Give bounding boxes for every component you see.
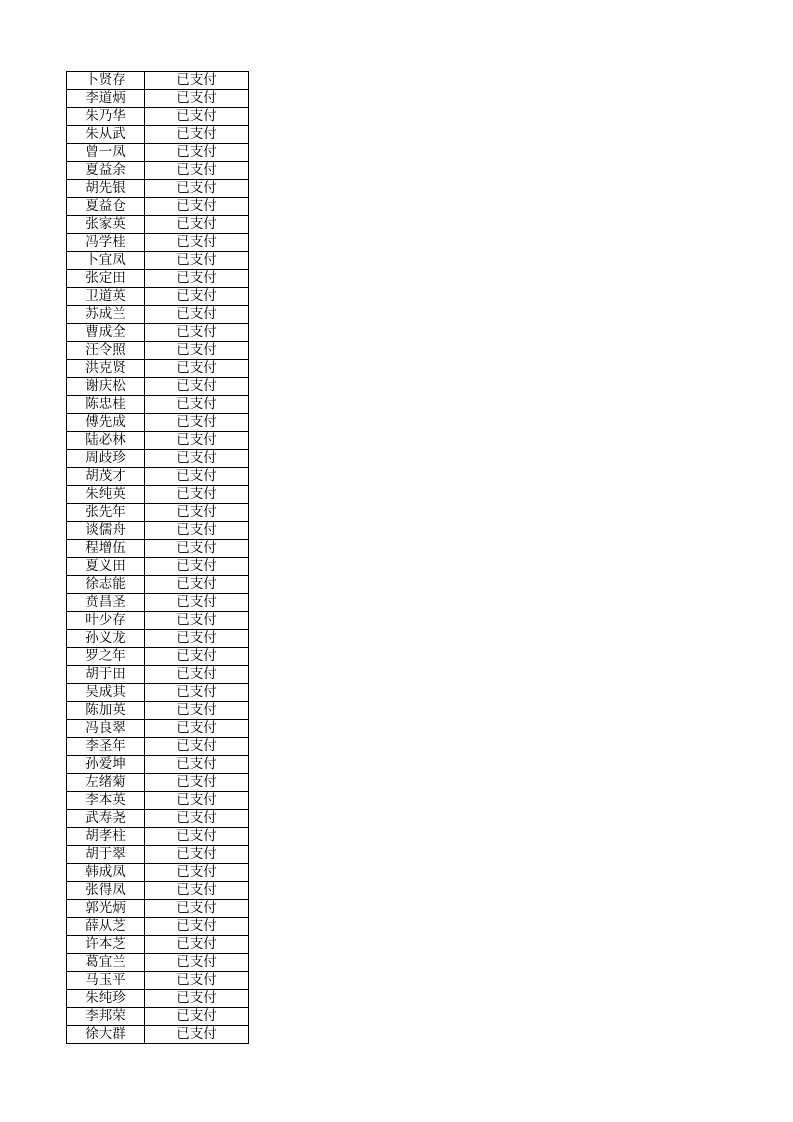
- name-cell: 曹成全: [67, 324, 145, 342]
- payment-status-cell: 已支付: [145, 738, 249, 756]
- name-cell: 张家英: [67, 216, 145, 234]
- table-row: [67, 306, 249, 324]
- name-cell: 左绪菊: [67, 774, 145, 792]
- payment-status-cell: 已支付: [145, 378, 249, 396]
- name-cell: 程增伍: [67, 540, 145, 558]
- payment-status-cell: 已支付: [145, 666, 249, 684]
- name-cell: 夏益仓: [67, 198, 145, 216]
- table-row: [67, 144, 249, 162]
- table-row: [67, 954, 249, 972]
- payment-status-cell: 已支付: [145, 522, 249, 540]
- payment-status-cell: 已支付: [145, 576, 249, 594]
- name-cell: 夏益余: [67, 162, 145, 180]
- name-cell: 武寿尧: [67, 810, 145, 828]
- payment-status-cell: 已支付: [145, 144, 249, 162]
- payment-status-cell: 已支付: [145, 720, 249, 738]
- payment-status-cell: 已支付: [145, 954, 249, 972]
- name-cell: 卜宜凤: [67, 252, 145, 270]
- table-row: [67, 522, 249, 540]
- table-row: [67, 396, 249, 414]
- payment-status-cell: 已支付: [145, 882, 249, 900]
- table-row: [67, 756, 249, 774]
- table-row: [67, 684, 249, 702]
- table-row: [67, 126, 249, 144]
- table-row: [67, 486, 249, 504]
- table-row: [67, 414, 249, 432]
- name-cell: 周歧珍: [67, 450, 145, 468]
- name-cell: 卫道英: [67, 288, 145, 306]
- name-cell: 韩成凤: [67, 864, 145, 882]
- table-row: [67, 630, 249, 648]
- table-row: [67, 702, 249, 720]
- table-row: [67, 648, 249, 666]
- name-cell: 谢庆松: [67, 378, 145, 396]
- payment-status-table: [66, 71, 249, 1044]
- payment-status-cell: 已支付: [145, 594, 249, 612]
- payment-status-cell: 已支付: [145, 1008, 249, 1026]
- name-cell: 李道炳: [67, 90, 145, 108]
- table-row: [67, 540, 249, 558]
- name-cell: 胡先银: [67, 180, 145, 198]
- table-row: [67, 162, 249, 180]
- table-row: [67, 666, 249, 684]
- name-cell: 朱纯英: [67, 486, 145, 504]
- name-cell: 冯良翠: [67, 720, 145, 738]
- table-row: [67, 72, 249, 90]
- table-row: [67, 774, 249, 792]
- name-cell: 孙爱坤: [67, 756, 145, 774]
- payment-status-cell: 已支付: [145, 468, 249, 486]
- name-cell: 郭光炳: [67, 900, 145, 918]
- table-row: [67, 252, 249, 270]
- name-cell: 徐大群: [67, 1026, 145, 1044]
- name-cell: 朱乃华: [67, 108, 145, 126]
- payment-status-cell: 已支付: [145, 72, 249, 90]
- payment-status-cell: 已支付: [145, 774, 249, 792]
- table-row: [67, 378, 249, 396]
- payment-status-cell: 已支付: [145, 180, 249, 198]
- payment-status-cell: 已支付: [145, 900, 249, 918]
- table-row: [67, 846, 249, 864]
- name-cell: 朱纯珍: [67, 990, 145, 1008]
- name-cell: 胡孝柱: [67, 828, 145, 846]
- payment-status-cell: 已支付: [145, 306, 249, 324]
- name-cell: 陆必林: [67, 432, 145, 450]
- table-row: [67, 270, 249, 288]
- table-row: [67, 576, 249, 594]
- name-cell: 胡于田: [67, 666, 145, 684]
- table-row: [67, 720, 249, 738]
- payment-status-cell: 已支付: [145, 252, 249, 270]
- payment-status-cell: 已支付: [145, 486, 249, 504]
- payment-status-cell: 已支付: [145, 558, 249, 576]
- name-cell: 陈忠桂: [67, 396, 145, 414]
- table-row: [67, 432, 249, 450]
- payment-status-cell: 已支付: [145, 216, 249, 234]
- name-cell: 许本芝: [67, 936, 145, 954]
- table-row: [67, 288, 249, 306]
- name-cell: 葛宜兰: [67, 954, 145, 972]
- payment-status-cell: 已支付: [145, 324, 249, 342]
- name-cell: 夏义田: [67, 558, 145, 576]
- payment-status-cell: 已支付: [145, 360, 249, 378]
- table-row: [67, 864, 249, 882]
- payment-status-cell: 已支付: [145, 756, 249, 774]
- table-row: [67, 972, 249, 990]
- name-cell: 孙义龙: [67, 630, 145, 648]
- payment-status-cell: 已支付: [145, 972, 249, 990]
- table-row: [67, 342, 249, 360]
- table-row: [67, 234, 249, 252]
- payment-status-cell: 已支付: [145, 936, 249, 954]
- name-cell: 张得凤: [67, 882, 145, 900]
- payment-status-cell: 已支付: [145, 792, 249, 810]
- table-row: [67, 936, 249, 954]
- table-row: [67, 900, 249, 918]
- name-cell: 汪令照: [67, 342, 145, 360]
- payment-status-cell: 已支付: [145, 612, 249, 630]
- payment-status-cell: 已支付: [145, 702, 249, 720]
- name-cell: 马玉平: [67, 972, 145, 990]
- name-cell: 李圣年: [67, 738, 145, 756]
- payment-status-cell: 已支付: [145, 270, 249, 288]
- payment-status-cell: 已支付: [145, 540, 249, 558]
- name-cell: 薛从芝: [67, 918, 145, 936]
- table-row: [67, 738, 249, 756]
- table-row: [67, 180, 249, 198]
- table-row: [67, 324, 249, 342]
- name-cell: 张定田: [67, 270, 145, 288]
- name-cell: 叶少存: [67, 612, 145, 630]
- table-row: [67, 612, 249, 630]
- payment-status-cell: 已支付: [145, 630, 249, 648]
- payment-status-cell: 已支付: [145, 864, 249, 882]
- payment-status-cell: 已支付: [145, 450, 249, 468]
- table-row: [67, 198, 249, 216]
- payment-status-cell: 已支付: [145, 162, 249, 180]
- table-row: [67, 918, 249, 936]
- name-cell: 吴成其: [67, 684, 145, 702]
- payment-status-cell: 已支付: [145, 828, 249, 846]
- payment-status-cell: 已支付: [145, 198, 249, 216]
- table-row: [67, 108, 249, 126]
- table-row: [67, 216, 249, 234]
- table-row: [67, 468, 249, 486]
- payment-status-cell: 已支付: [145, 288, 249, 306]
- payment-status-cell: 已支付: [145, 396, 249, 414]
- name-cell: 李本英: [67, 792, 145, 810]
- name-cell: 胡于翠: [67, 846, 145, 864]
- payment-status-cell: 已支付: [145, 108, 249, 126]
- payment-status-cell: 已支付: [145, 810, 249, 828]
- payment-status-cell: 已支付: [145, 342, 249, 360]
- name-cell: 卜贤存: [67, 72, 145, 90]
- payment-status-cell: 已支付: [145, 990, 249, 1008]
- name-cell: 李邦荣: [67, 1008, 145, 1026]
- payment-status-cell: 已支付: [145, 234, 249, 252]
- table-row: [67, 558, 249, 576]
- table-row: [67, 90, 249, 108]
- payment-status-cell: 已支付: [145, 414, 249, 432]
- name-cell: 陈加英: [67, 702, 145, 720]
- payment-status-cell: 已支付: [145, 1026, 249, 1044]
- name-cell: 徐志能: [67, 576, 145, 594]
- name-cell: 曾一凤: [67, 144, 145, 162]
- table-row: [67, 882, 249, 900]
- table-row: [67, 810, 249, 828]
- table-row: [67, 360, 249, 378]
- name-cell: 朱从武: [67, 126, 145, 144]
- payment-status-cell: 已支付: [145, 648, 249, 666]
- table-body: [67, 72, 249, 1044]
- name-cell: 罗之年: [67, 648, 145, 666]
- name-cell: 谈儒舟: [67, 522, 145, 540]
- table-row: [67, 1026, 249, 1044]
- table-row: [67, 792, 249, 810]
- name-cell: 贲昌圣: [67, 594, 145, 612]
- name-cell: 冯学桂: [67, 234, 145, 252]
- name-cell: 苏成兰: [67, 306, 145, 324]
- payment-status-cell: 已支付: [145, 918, 249, 936]
- name-cell: 张先年: [67, 504, 145, 522]
- name-cell: 胡茂才: [67, 468, 145, 486]
- payment-status-cell: 已支付: [145, 846, 249, 864]
- table-row: [67, 504, 249, 522]
- name-cell: 傅先成: [67, 414, 145, 432]
- payment-status-cell: 已支付: [145, 684, 249, 702]
- payment-status-cell: 已支付: [145, 90, 249, 108]
- name-cell: 洪克贤: [67, 360, 145, 378]
- table-row: [67, 450, 249, 468]
- payment-status-cell: 已支付: [145, 432, 249, 450]
- table-row: [67, 990, 249, 1008]
- payment-status-cell: 已支付: [145, 504, 249, 522]
- table-row: [67, 1008, 249, 1026]
- payment-status-cell: 已支付: [145, 126, 249, 144]
- table-row: [67, 594, 249, 612]
- table-row: [67, 828, 249, 846]
